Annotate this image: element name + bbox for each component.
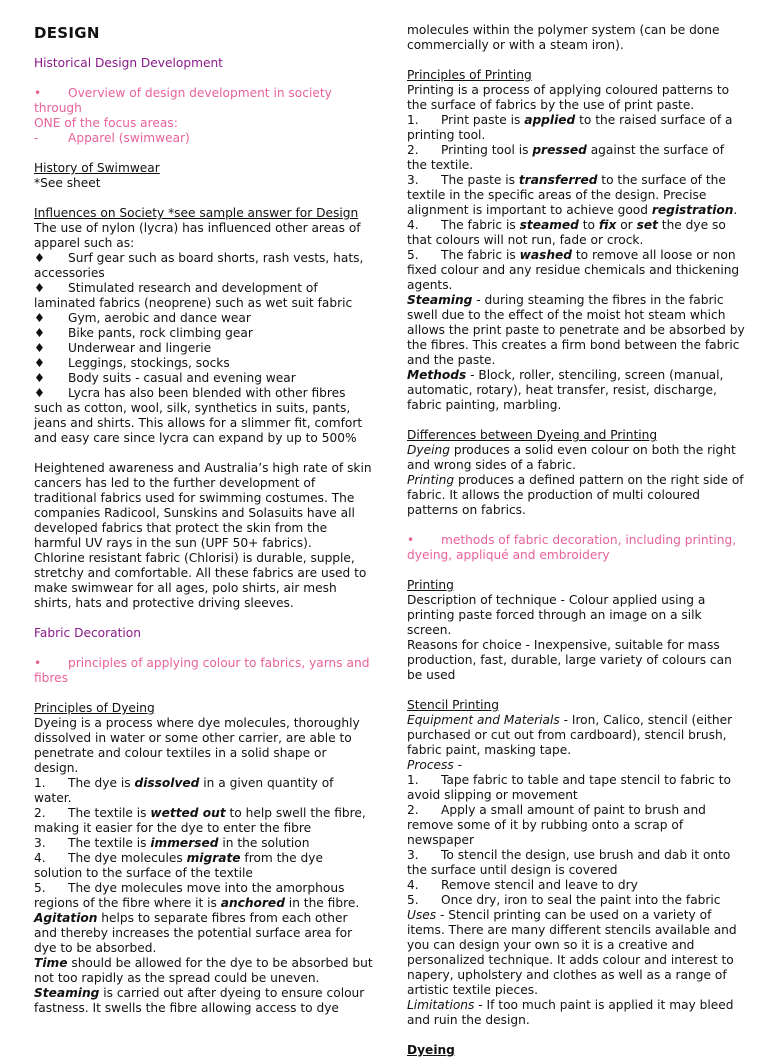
page-title: DESIGN bbox=[34, 24, 100, 42]
print-step: 4. The fabric is steamed to fix or set the dye so that colours will not run, fade or crock. bbox=[407, 218, 726, 247]
hist-bullet-1: • Overview of design development in society through bbox=[34, 86, 332, 115]
right-column bbox=[407, 23, 745, 1058]
stencil-step: 1. Tape fabric to table and tape stencil to fabric to avoid slipping or movement bbox=[407, 773, 731, 802]
swimwear-note: *See sheet bbox=[34, 176, 101, 190]
hist-bullet-1-cont: ONE of the focus areas: bbox=[34, 116, 178, 130]
list-item: ♦ Leggings, stockings, socks bbox=[34, 356, 230, 370]
process-label: Process - bbox=[407, 758, 462, 772]
awareness-paragraph: Heightened awareness and Australia’s high rate of skin cancers has led to the further development of traditional fabrics used for swimming costumes. The companies Radicool, Sunskins and Solasuits have all developed fabrics that protect the skin from the harmful UV rays in the sun (UPF 50+ fabrics). bbox=[34, 461, 372, 550]
dyeing-intro: Dyeing is a process where dye molecules, thoroughly dissolved in water or some other carrier, are able to penetrate and colour textiles in a solid shape or design. bbox=[34, 716, 360, 775]
printing-description: Description of technique - Colour applied using a printing paste forced through an image on a silk screen. bbox=[407, 593, 706, 637]
continued-text: molecules within the polymer system (can be done commercially or with a steam iron). bbox=[407, 23, 720, 52]
swimwear-heading: History of Swimwear bbox=[34, 161, 160, 175]
fabric-decoration-heading: Fabric Decoration bbox=[34, 626, 141, 640]
list-item: ♦ Surf gear such as board shorts, rash vests, hats, accessories bbox=[34, 251, 364, 280]
uses-paragraph: Uses - Stencil printing can be used on a variety of items. There are many different stencils available and you can design your own so it is a creative and personalized technique. It adds colour and interest to napery, upholstery and clothes as well as a range of artistic textile pieces. bbox=[407, 908, 737, 997]
list-item: ♦ Underwear and lingerie bbox=[34, 341, 212, 355]
agitation-paragraph: Agitation helps to separate fibres from each other and thereby increases the potential surface area for dye to be absorbed. bbox=[34, 911, 353, 955]
list-item: ♦ Body suits - casual and evening wear bbox=[34, 371, 296, 385]
stencil-step: 5. Once dry, iron to seal the paint into the fabric bbox=[407, 893, 721, 907]
stencil-step: 3. To stencil the design, use brush and dab it onto the surface until design is covered bbox=[407, 848, 731, 877]
printing-reasons: Reasons for choice - Inexpensive, suitable for mass production, fast, durable, large variety of colours can be used bbox=[407, 638, 732, 682]
differences-heading: Differences between Dyeing and Printing bbox=[407, 428, 658, 442]
chlorine-paragraph: Chlorine resistant fabric (Chlorisi) is durable, supple, stretchy and comfortable. All these fabrics are used to make swimwear for all ages, polo shirts, air mesh shirts, hats and protective driving sleeves. bbox=[34, 551, 367, 610]
stencil-step: 2. Apply a small amount of paint to brush and remove some of it by rubbing onto a scrap of newspaper bbox=[407, 803, 706, 847]
dyeing-heading: Dyeing bbox=[407, 1043, 455, 1057]
printing-principles-heading: Principles of Printing bbox=[407, 68, 532, 82]
steaming-paragraph: Steaming - during steaming the fibres in the fabric swell due to the effect of the moist hot steam which allows the print paste to penetrate and be absorbed by the fibres. This creates a firm bond between the fabric and the paste. bbox=[407, 293, 745, 367]
print-step: 3. The paste is transferred to the surface of the textile in the specific areas of the design. Precise alignment is important to achieve good registration. bbox=[407, 173, 738, 217]
dye-step: 4. The dye molecules migrate from the dye solution to the surface of the textile bbox=[34, 851, 323, 880]
print-step: 5. The fabric is washed to remove all loose or non fixed colour and any residue chemicals and thickening agents. bbox=[407, 248, 740, 292]
list-item: ♦ Gym, aerobic and dance wear bbox=[34, 311, 251, 325]
list-item: ♦ Stimulated research and development of laminated fabrics (neoprene) such as wet suit fabric bbox=[34, 281, 353, 310]
dye-step: 5. The dye molecules move into the amorphous regions of the fibre where it is anchored in the fibre. bbox=[34, 881, 360, 910]
influences-heading: Influences on Society *see sample answer for Design bbox=[34, 206, 359, 220]
print-step: 1. Print paste is applied to the raised surface of a printing tool. bbox=[407, 113, 733, 142]
equipment-paragraph: Equipment and Materials - Iron, Calico, stencil (either purchased or cut out from cardboard), stencil brush, fabric paint, masking tape. bbox=[407, 713, 733, 757]
diff-dyeing: Dyeing produces a solid even colour on both the right and wrong sides of a fabric. bbox=[407, 443, 736, 472]
dyeing-principles-heading: Principles of Dyeing bbox=[34, 701, 155, 715]
stencil-step: 4. Remove stencil and leave to dry bbox=[407, 878, 638, 892]
methods-paragraph: Methods - Block, roller, stenciling, screen (manual, automatic, rotary), heat transfer, resist, discharge, fabric painting, marbling. bbox=[407, 368, 724, 412]
left-column bbox=[34, 0, 374, 1016]
historical-design-heading: Historical Design Development bbox=[34, 56, 223, 70]
influences-intro: The use of nylon (lycra) has influenced other areas of apparel such as: bbox=[34, 221, 361, 250]
stencil-heading: Stencil Printing bbox=[407, 698, 499, 712]
time-paragraph: Time should be allowed for the dye to be absorbed but not too rapidly as the spread could be uneven. bbox=[34, 956, 373, 985]
printing-heading: Printing bbox=[407, 578, 454, 592]
list-item: ♦ Bike pants, rock climbing gear bbox=[34, 326, 253, 340]
print-step: 2. Printing tool is pressed against the surface of the textile. bbox=[407, 143, 725, 172]
dye-step: 2. The textile is wetted out to help swell the fibre, making it easier for the dye to enter the fibre bbox=[34, 806, 366, 835]
printing-intro: Printing is a process of applying coloured patterns to the surface of fabrics by the use of print paste. bbox=[407, 83, 730, 112]
list-item: ♦ Lycra has also been blended with other fibres such as cotton, wool, silk, synthetics in suits, pants, jeans and shirts. This allows for a slimmer fit, comfort and easy care since lycra can expand by up to 500% bbox=[34, 386, 363, 445]
fabric-decoration-bullet: • principles of applying colour to fabrics, yarns and fibres bbox=[34, 656, 370, 685]
steaming-paragraph: Steaming is carried out after dyeing to ensure colour fastness. It swells the fibre allowing access to dye bbox=[34, 986, 365, 1015]
limitations-paragraph: Limitations - If too much paint is applied it may bleed and ruin the design. bbox=[407, 998, 734, 1027]
dye-step: 1. The dye is dissolved in a given quantity of water. bbox=[34, 776, 334, 805]
hist-bullet-2: - Apparel (swimwear) bbox=[34, 131, 190, 145]
diff-printing: Printing produces a defined pattern on the right side of fabric. It allows the production of multi coloured patterns on fabrics. bbox=[407, 473, 744, 517]
methods-bullet: • methods of fabric decoration, including printing, dyeing, appliqué and embroidery bbox=[407, 533, 737, 562]
dye-step: 3. The textile is immersed in the solution bbox=[34, 836, 310, 850]
